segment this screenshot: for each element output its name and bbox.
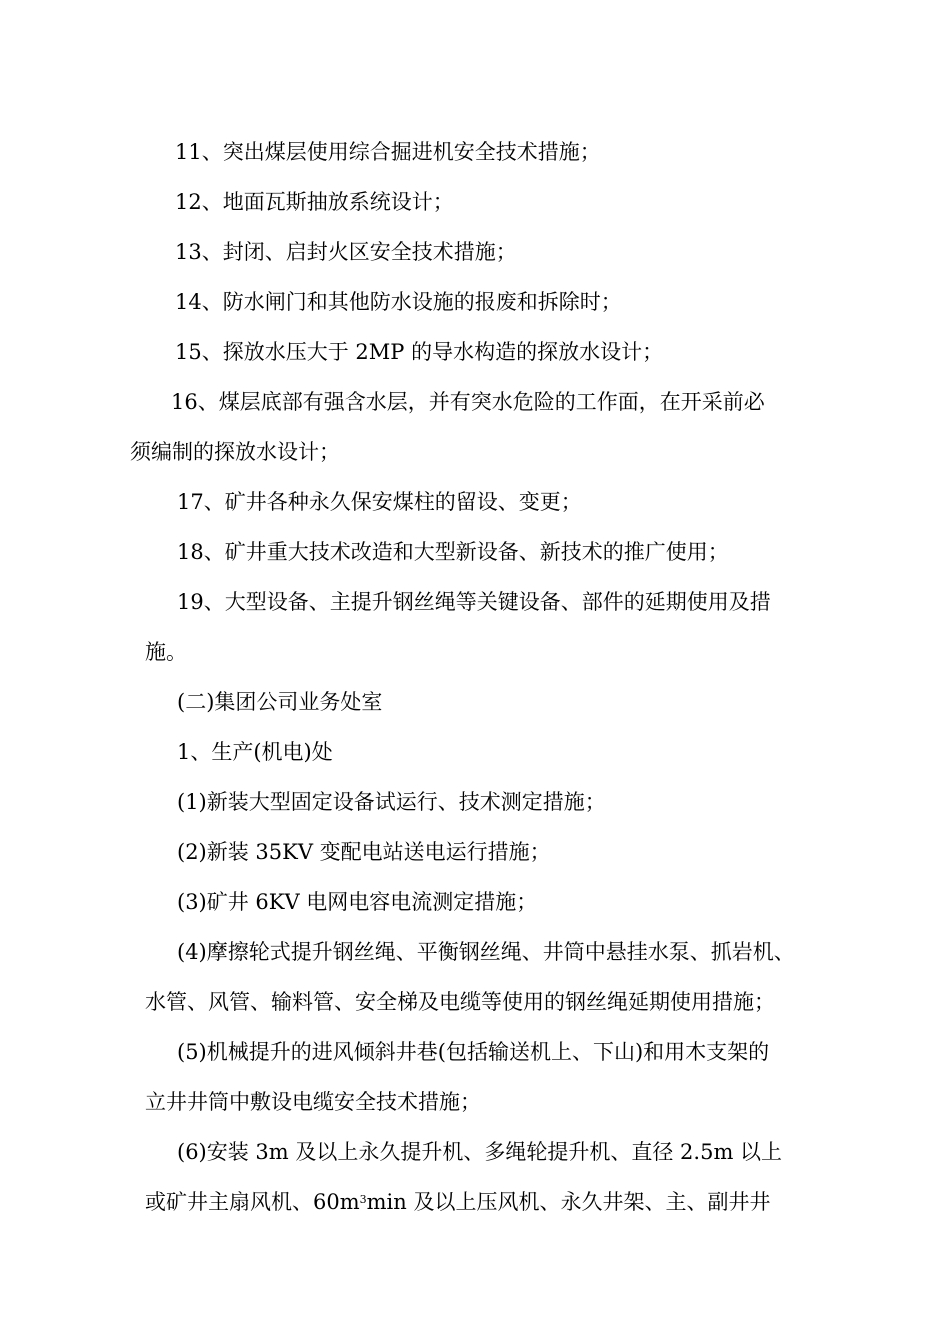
list-item-p5: (5)机械提升的进风倾斜井巷(包括输送机上、下山)和用木支架的 bbox=[177, 1040, 770, 1064]
list-item-19-cont: 施。 bbox=[145, 640, 187, 664]
list-item-p1: (1)新装大型固定设备试运行、技术测定措施； bbox=[177, 790, 606, 814]
section-heading: (二)集团公司业务处室 bbox=[177, 690, 383, 714]
line-text-part-1: 或矿井主扇风机、60m bbox=[145, 1190, 360, 1214]
list-item-p6-cont bbox=[145, 1188, 770, 1216]
list-item-p5-cont: 立井井筒中敷设电缆安全技术措施； bbox=[145, 1090, 481, 1114]
line-text-part-2: min 及以上压风机、永久井架、主、副井井 bbox=[366, 1190, 771, 1214]
list-item-p3: (3)矿井 6KV 电网电容电流测定措施； bbox=[177, 890, 538, 914]
list-item-16-cont: 须编制的探放水设计； bbox=[130, 440, 340, 464]
list-item-11: 11、突出煤层使用综合掘进机安全技术措施； bbox=[175, 140, 601, 164]
list-item-19: 19、大型设备、主提升钢丝绳等关键设备、部件的延期使用及措 bbox=[177, 590, 771, 614]
list-item-p4: (4)摩擦轮式提升钢丝绳、平衡钢丝绳、井筒中悬挂水泵、抓岩机、 bbox=[177, 940, 795, 964]
list-item-p6: (6)安装 3m 及以上永久提升机、多绳轮提升机、直径 2.5m 以上 bbox=[177, 1140, 783, 1164]
list-item-16: 16、煤层底部有强含水层，并有突水危险的工作面，在开采前必 bbox=[171, 390, 765, 414]
list-item-13: 13、封闭、启封火区安全技术措施； bbox=[175, 240, 517, 264]
superscript-3: 3 bbox=[359, 1193, 367, 1206]
subsection-heading: 1、生产(机电)处 bbox=[177, 740, 333, 764]
list-item-15: 15、探放水压大于 2MP 的导水构造的探放水设计； bbox=[175, 340, 664, 364]
list-item-17: 17、矿井各种永久保安煤柱的留设、变更； bbox=[177, 490, 582, 514]
list-item-18: 18、矿井重大技术改造和大型新设备、新技术的推广使用； bbox=[177, 540, 729, 564]
list-item-p2: (2)新装 35KV 变配电站送电运行措施； bbox=[177, 840, 551, 864]
list-item-14: 14、防水闸门和其他防水设施的报废和拆除时； bbox=[175, 290, 622, 314]
list-item-12: 12、地面瓦斯抽放系统设计； bbox=[175, 190, 454, 214]
list-item-p4-cont: 水管、风管、输料管、安全梯及电缆等使用的钢丝绳延期使用措施； bbox=[145, 990, 775, 1014]
